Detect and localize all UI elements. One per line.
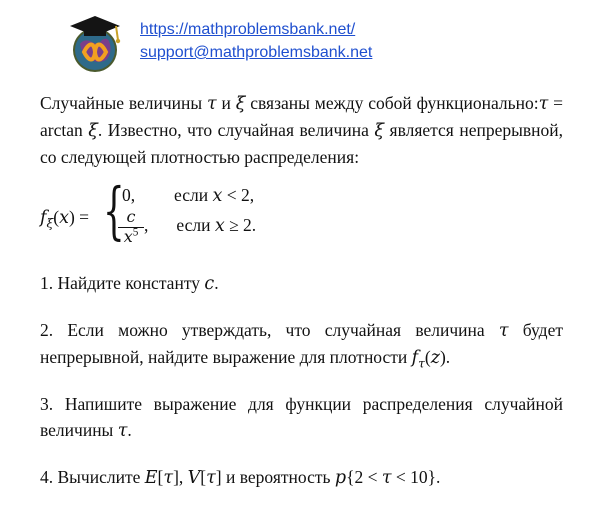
- task-2: 2. Если можно утверждать, что случайная величина τ будет непрерывной, найдите выражение для плотности $f_\tau(z)$.: [40, 320, 563, 371]
- email-link[interactable]: support@mathproblemsbank.net: [140, 44, 373, 61]
- case-one: 0, если x < 2,: [122, 185, 255, 206]
- case-two: , если x ≥ 2.: [144, 215, 257, 236]
- graduation-cap-infinity-logo: [62, 10, 128, 76]
- problem-content: [40, 90, 563, 511]
- fraction-c-over-x5: [118, 208, 144, 247]
- fraction-denominator: $x^5$: [123, 226, 139, 246]
- brace-symbol: {: [103, 174, 125, 247]
- problem-intro: Случайные величины τ и ξ связаны между собой функционально:τ = arctan ξ. Известно, что случайная величина ξ является непрерывной, со следующей плотностью распределения:: [40, 93, 563, 167]
- task-3: 3. Напишите выражение для функции распределения случайной величины τ.: [40, 394, 563, 441]
- website-link[interactable]: https://mathproblemsbank.net/: [140, 21, 356, 38]
- task-1: 1. Найдите константу c.: [40, 273, 219, 294]
- page-header: [62, 10, 462, 80]
- contact-links: [140, 18, 372, 64]
- formula-lhs: $f_\xi(x)$ =: [40, 207, 90, 231]
- density-formula: [40, 174, 563, 252]
- fraction-numerator: c: [118, 208, 144, 228]
- task-4: 4. Вычислите E[τ], V[τ] и вероятность p{2 < τ < 10}.: [40, 467, 441, 488]
